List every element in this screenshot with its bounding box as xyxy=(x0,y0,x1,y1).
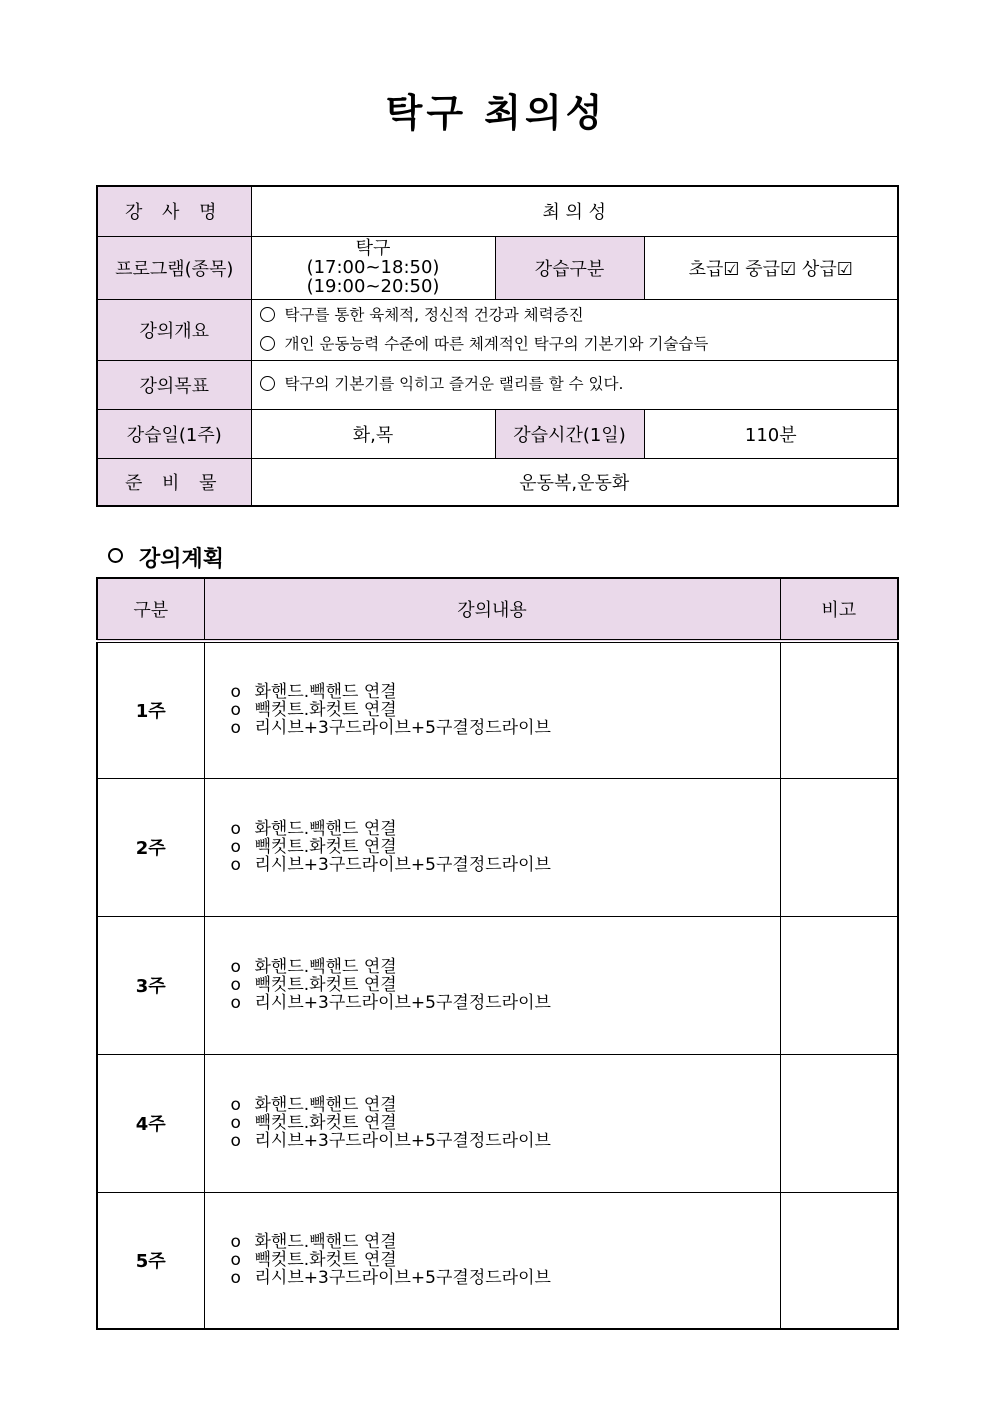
program-value xyxy=(251,236,495,299)
program-label: 프로그램(종목) xyxy=(97,236,251,299)
list-item: o 빽컷트.화컷트 연결 xyxy=(230,975,397,995)
supplies-label: 준 비 물 xyxy=(97,458,251,506)
goal-label: 강의목표 xyxy=(97,360,251,409)
course-info-table xyxy=(96,185,899,507)
note-cell xyxy=(780,1192,898,1329)
header-content: 강의내용 xyxy=(204,578,780,641)
circle-icon xyxy=(108,548,123,563)
instructor-value: 최 의 성 xyxy=(251,186,898,236)
content-cell xyxy=(204,1054,780,1192)
content-cell xyxy=(204,916,780,1054)
goal-value: 탁구의 기본기를 익히고 즐거운 랠리를 할 수 있다. xyxy=(251,360,898,409)
list-item: o 화핸드.빽핸드 연결 xyxy=(230,682,397,703)
list-item: o 리시브+3구드라이브+5구결정드라이브 xyxy=(230,855,551,875)
supplies-value: 운동복,운동화 xyxy=(251,458,898,506)
note-cell xyxy=(780,916,898,1054)
overview-item: 탁구를 통한 육체적, 정신적 건강과 체력증진 xyxy=(260,301,898,330)
program-name: 탁구 xyxy=(355,238,391,259)
week-cell: 2주 xyxy=(97,778,204,916)
level-value: 초급☑ 중급☑ 상급☑ xyxy=(644,236,898,299)
list-item: o 화핸드.빽핸드 연결 xyxy=(230,1232,397,1253)
circle-bullet-icon xyxy=(260,376,275,391)
list-item: o 빽컷트.화컷트 연결 xyxy=(230,1113,397,1133)
lecture-plan-table xyxy=(96,577,899,1330)
page-title: 탁구 최의성 xyxy=(385,91,607,135)
table-row xyxy=(97,1054,898,1192)
note-cell xyxy=(780,1054,898,1192)
program-time-2: (19:00~20:50) xyxy=(306,276,440,297)
week-cell: 3주 xyxy=(97,916,204,1054)
list-item: o 화핸드.빽핸드 연결 xyxy=(230,819,397,839)
program-time-1: (17:00~18:50) xyxy=(306,257,440,278)
duration-value: 110분 xyxy=(644,409,898,458)
table-row xyxy=(97,778,898,916)
level-label: 강습구분 xyxy=(495,236,644,299)
days-value: 화,목 xyxy=(251,409,495,458)
list-item: o 리시브+3구드라이브+5구결정드라이브 xyxy=(230,718,551,739)
section-title: 강의계획 xyxy=(108,542,224,573)
week-cell: 4주 xyxy=(97,1054,204,1192)
duration-label: 강습시간(1일) xyxy=(495,409,644,458)
list-item: o 화핸드.빽핸드 연결 xyxy=(230,1095,397,1115)
list-item: o 빽컷트.화컷트 연결 xyxy=(230,700,397,721)
note-cell xyxy=(780,641,898,778)
list-item: o 빽컷트.화컷트 연결 xyxy=(230,1250,397,1271)
week-cell: 5주 xyxy=(97,1192,204,1329)
note-cell xyxy=(780,778,898,916)
content-cell xyxy=(204,778,780,916)
days-label: 강습일(1주) xyxy=(97,409,251,458)
circle-bullet-icon xyxy=(260,307,275,322)
table-row xyxy=(97,916,898,1054)
table-row xyxy=(97,1192,898,1329)
list-item: o 리시브+3구드라이브+5구결정드라이브 xyxy=(230,1268,551,1289)
content-cell xyxy=(204,641,780,778)
circle-bullet-icon xyxy=(260,336,275,351)
list-item: o 빽컷트.화컷트 연결 xyxy=(230,837,397,857)
list-item: o 리시브+3구드라이브+5구결정드라이브 xyxy=(230,1131,551,1151)
overview-item: 개인 운동능력 수준에 따른 체계적인 탁구의 기본기와 기술습득 xyxy=(260,330,898,359)
overview-label: 강의개요 xyxy=(97,299,251,360)
list-item: o 리시브+3구드라이브+5구결정드라이브 xyxy=(230,993,551,1013)
table-row xyxy=(97,641,898,778)
content-cell xyxy=(204,1192,780,1329)
week-cell: 1주 xyxy=(97,641,204,778)
list-item: o 화핸드.빽핸드 연결 xyxy=(230,957,397,977)
instructor-label: 강 사 명 xyxy=(97,186,251,236)
header-note: 비고 xyxy=(780,578,898,641)
header-week: 구분 xyxy=(97,578,204,641)
overview-value xyxy=(251,299,898,360)
